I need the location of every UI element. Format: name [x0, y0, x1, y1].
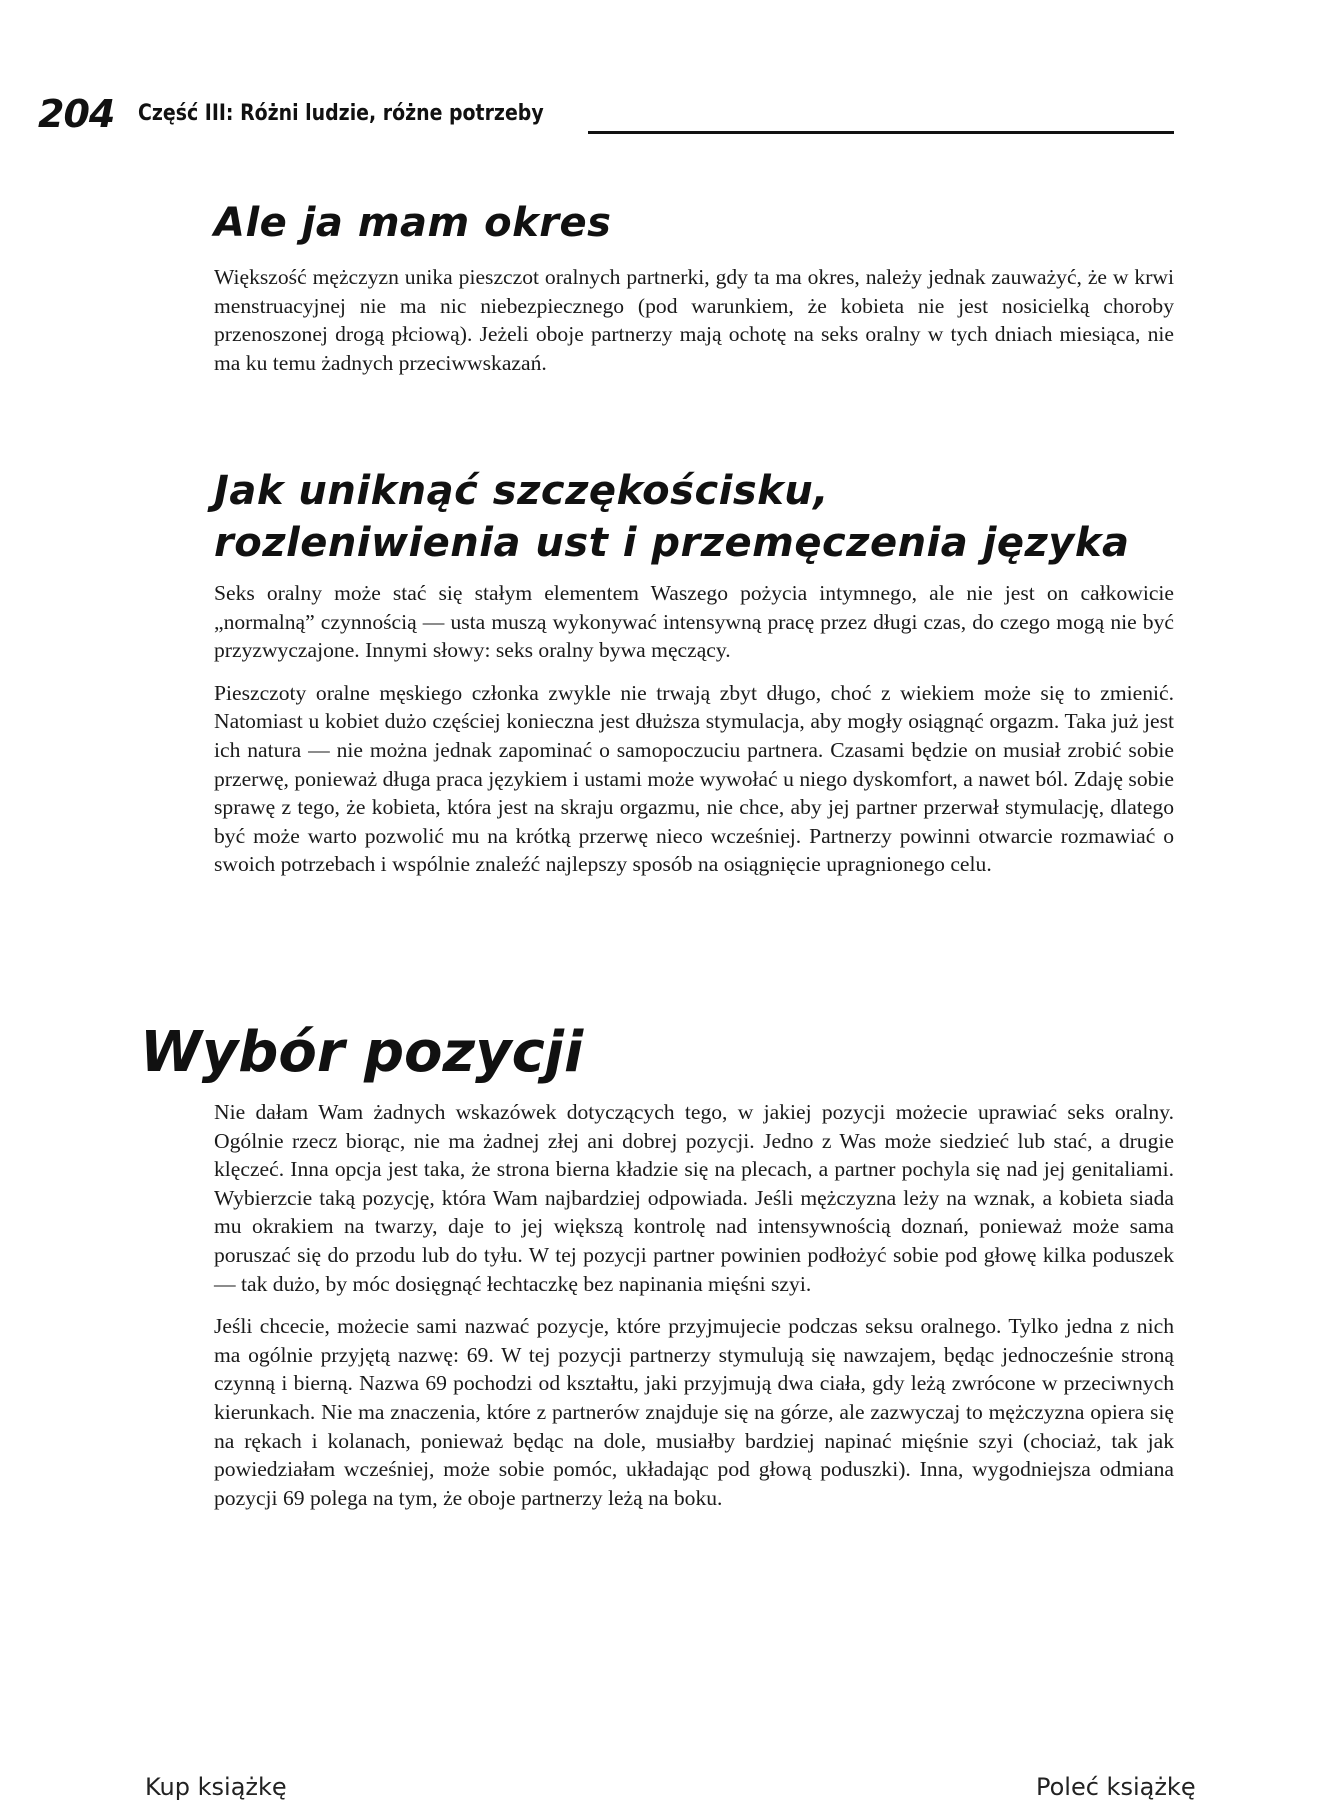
page-header: [38, 92, 1174, 140]
buy-book-link[interactable]: Kup książkę: [145, 1773, 287, 1801]
section-positions: [214, 1098, 1174, 1512]
section-jaw-fatigue: [214, 465, 1174, 879]
section-heading-line-2: rozleniwienia ust i przemęczenia języka: [214, 520, 1130, 566]
paragraph: Seks oralny może stać się stałym elementem Waszego pożycia intymnego, ale nie jest on całkowicie „normalną” czynnością — usta muszą wykonywać intensywną pracę przez długi czas, do czego mogą nie być przyzwyczajone. Innymi słowy: seks oralny bywa męczący.: [214, 581, 1174, 663]
section-heading-line-1: Jak uniknąć szczękościsku,: [214, 468, 829, 514]
paragraph: Nie dałam Wam żadnych wskazówek dotyczących tego, w jakiej pozycji możecie uprawiać seks oralny. Ogólnie rzecz biorąc, nie ma żadnej złej ani dobrej pozycji. Jedno z Was może siedzieć lub stać, a drugie klęczeć. Inna opcja jest taka, że strona bierna kładzie się na plecach, a partner pochyla się nad jej genitaliami. Wybierzcie taką pozycję, która Wam najbardziej odpowiada. Jeśli mężczyzna leży na wznak, a kobieta siada mu okrakiem na twarzy, daje to jej większą kontrolę nad intensywnością doznań, ponieważ może sama poruszać się do przodu lub do tyłu. W tej pozycji partner powinien podłożyć sobie pod głowę kilka poduszek — tak dużo, by móc dosięgnąć łechtaczkę bez napinania mięśni szyi.: [214, 1100, 1174, 1296]
recommend-book-link[interactable]: Poleć książkę: [1036, 1773, 1196, 1801]
page-number: 204: [38, 92, 115, 136]
paragraph: Większość mężczyzn unika pieszczot oralnych partnerki, gdy ta ma okres, należy jednak zauważyć, że w krwi menstruacyjnej nie ma nic niebezpiecznego (pod warunkiem, że kobieta nie jest nosicielką choroby przenoszonej drogą płciową). Jeżeli oboje partnerzy mają ochotę na seks oralny w tych dniach miesiąca, nie ma ku temu żadnych przeciwwskazań.: [214, 265, 1174, 375]
section-period: [214, 197, 1174, 377]
section-heading: Ale ja mam okres: [214, 200, 612, 246]
chapter-heading: Wybór pozycji: [140, 1020, 584, 1085]
running-title: Część III: Różni ludzie, różne potrzeby: [138, 101, 544, 126]
header-rule: [588, 131, 1174, 134]
paragraph: Pieszczoty oralne męskiego członka zwykle nie trwają zbyt długo, choć z wiekiem może się to zmienić. Natomiast u kobiet dużo częściej konieczna jest dłuższa stymulacja, aby mogły osiągnąć orgazm. Taka już jest ich natura — nie można jednak zapominać o samopoczuciu partnera. Czasami będzie on musiał zrobić sobie przerwę, ponieważ długa praca językiem i ustami może wywołać u niego dyskomfort, a nawet ból. Zdaję sobie sprawę z tego, że kobieta, która jest na skraju orgazmu, nie chce, aby jej partner przerwał stymulację, dlatego być może warto pozwolić mu na krótką przerwę nieco wcześniej. Partnerzy powinni otwarcie rozmawiać o swoich potrzebach i wspólnie znaleźć najlepszy sposób na osiągnięcie upragnionego celu.: [214, 680, 1174, 877]
paragraph: Jeśli chcecie, możecie sami nazwać pozycje, które przyjmujecie podczas seksu oralnego. Tylko jedna z nich ma ogólnie przyjętą nazwę: 69. W tej pozycji partnerzy stymulują się nawzajem, będąc jednocześnie stroną czynną i bierną. Nazwa 69 pochodzi od kształtu, jaki przyjmują dwa ciała, gdy leżą zwrócone w przeciwnych kierunkach. Nie ma znaczenia, które z partnerów znajduje się na górze, ale zazwyczaj to mężczyzna opiera się na rękach i kolanach, ponieważ będąc na dole, musiałby bardziej napinać mięśnie szyi (chociaż, tak jak powiedziałam wcześniej, może sobie pomóc, układając pod głową poduszki). Inna, wygodniejsza odmiana pozycji 69 polega na tym, że oboje partnerzy leżą na boku.: [214, 1314, 1174, 1510]
